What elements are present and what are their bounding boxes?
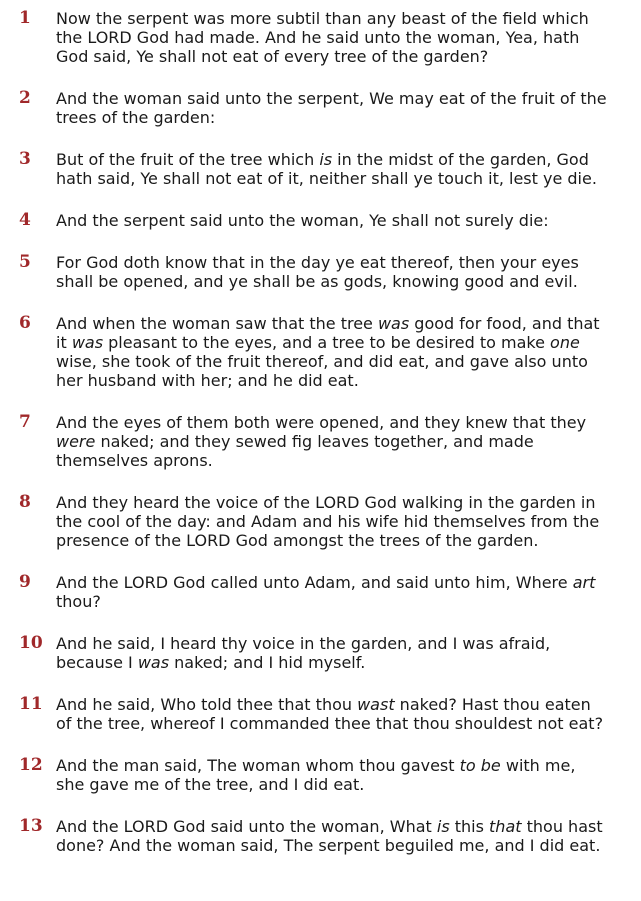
verse-number: 7 [19,412,31,432]
verse-line [56,108,635,127]
text-segment: her husband with her; and he did eat. [56,371,359,390]
text-segment: naked; and I hid myself. [169,653,366,672]
text-segment: Now the serpent was more subtil than any beast of the field which [56,9,589,28]
verse-text [56,150,641,188]
verse-line [56,47,635,66]
verse-number: 2 [19,88,31,108]
verse-line [56,775,635,794]
text-segment: thou hast [521,817,603,836]
text-segment: And the serpent said unto the woman, Ye shall not surely die: [56,211,549,230]
verse-text [56,413,641,470]
verse-text [56,817,641,855]
text-segment: she gave me of the tree, and I did eat. [56,775,365,794]
verse-text [56,695,641,733]
verse [0,253,641,291]
verse [0,695,641,733]
verse-line [56,253,635,272]
text-segment: And the LORD God called unto Adam, and said unto him, Where [56,573,573,592]
text-segment: And the woman said unto the serpent, We may eat of the fruit of the [56,89,607,108]
text-segment: naked? Hast thou eaten [394,695,591,714]
italic-word: wast [357,695,395,714]
verse-number: 1 [19,8,31,28]
italic-word: was [137,653,170,672]
verse-line [56,451,635,470]
text-segment: because I [56,653,138,672]
verse-line [56,493,635,512]
text-segment: in the midst of the garden, God [332,150,589,169]
verse-line [56,272,635,291]
italic-word: was [377,314,410,333]
verse-line [56,9,635,28]
text-segment: And when the woman saw that the tree [56,314,378,333]
italic-word: that [489,817,522,836]
verse-line [56,211,635,230]
verse-number: 11 [19,694,43,714]
italic-word: is [319,150,333,169]
verse-text [56,493,641,550]
verse-line [56,314,635,333]
italic-word: is [436,817,450,836]
verse-number: 6 [19,313,31,333]
verse-line [56,89,635,108]
verse-line [56,432,635,451]
verse-number: 13 [19,816,43,836]
verse-line [56,756,635,775]
verse-line [56,512,635,531]
text-segment: with me, [500,756,576,775]
text-segment: done? And the woman said, The serpent beguiled me, and I did eat. [56,836,601,855]
verse-line [56,333,635,352]
verse-line [56,169,635,188]
text-segment: presence of the LORD God amongst the trees of the garden. [56,531,539,550]
verse-text [56,314,641,390]
italic-word: was [71,333,104,352]
verse [0,150,641,188]
text-segment: pleasant to the eyes, and a tree to be desired to make [103,333,551,352]
verse-line [56,413,635,432]
verse-line [56,653,635,672]
verse [0,817,641,855]
verse [0,89,641,127]
verse-text [56,573,641,611]
text-segment: And the eyes of them both were opened, and they knew that they [56,413,587,432]
text-segment: trees of the garden: [56,108,216,127]
italic-word: art [572,573,596,592]
text-segment: And the LORD God said unto the woman, What [56,817,437,836]
text-segment: And he said, Who told thee that thou [56,695,358,714]
verse-line [56,817,635,836]
verse [0,573,641,611]
verse-line [56,371,635,390]
verse-text [56,9,641,66]
text-segment: And the man said, The woman whom thou gavest [56,756,460,775]
text-segment: And they heard the voice of the LORD God walking in the garden in [56,493,596,512]
text-segment: the cool of the day: and Adam and his wife hid themselves from the [56,512,600,531]
text-segment: themselves aprons. [56,451,213,470]
verse [0,413,641,470]
verse-number: 4 [19,210,31,230]
verse-text [56,756,641,794]
italic-word: one [550,333,580,352]
text-segment: For God doth know that in the day ye eat thereof, then your eyes [56,253,579,272]
verse [0,9,641,66]
verse-line [56,714,635,733]
italic-word: to be [459,756,501,775]
verse-line [56,836,635,855]
text-segment: thou? [56,592,101,611]
italic-word: were [56,432,96,451]
verse-line [56,695,635,714]
verse-line [56,573,635,592]
verse [0,756,641,794]
verse-line [56,150,635,169]
text-segment: the LORD God had made. And he said unto the woman, Yea, hath [56,28,580,47]
verse-number: 10 [19,633,43,653]
text-segment: hath said, Ye shall not eat of it, neither shall ye touch it, lest ye die. [56,169,597,188]
verse-text [56,89,641,127]
verse-list [0,9,641,878]
text-segment: But of the fruit of the tree which [56,150,320,169]
text-segment: God said, Ye shall not eat of every tree of the garden? [56,47,489,66]
text-segment: shall be opened, and ye shall be as gods, knowing good and evil. [56,272,578,291]
verse [0,314,641,390]
verse-text [56,634,641,672]
verse [0,634,641,672]
verse-line [56,28,635,47]
verse-text [56,253,641,291]
text-segment: And he said, I heard thy voice in the garden, and I was afraid, [56,634,551,653]
verse-line [56,592,635,611]
text-segment: naked; and they sewed fig leaves together, and made [95,432,534,451]
verse-number: 8 [19,492,31,512]
verse-number: 9 [19,572,31,592]
text-segment: good for food, and that [409,314,600,333]
text-segment: this [449,817,490,836]
verse [0,493,641,550]
text-segment: wise, she took of the fruit thereof, and did eat, and gave also unto [56,352,588,371]
verse-line [56,531,635,550]
verse [0,211,641,230]
verse-line [56,352,635,371]
verse-number: 12 [19,755,43,775]
text-segment: it [56,333,72,352]
verse-number: 3 [19,149,31,169]
verse-line [56,634,635,653]
verse-text [56,211,641,230]
text-segment: of the tree, whereof I commanded thee that thou shouldest not eat? [56,714,604,733]
verse-number: 5 [19,252,31,272]
